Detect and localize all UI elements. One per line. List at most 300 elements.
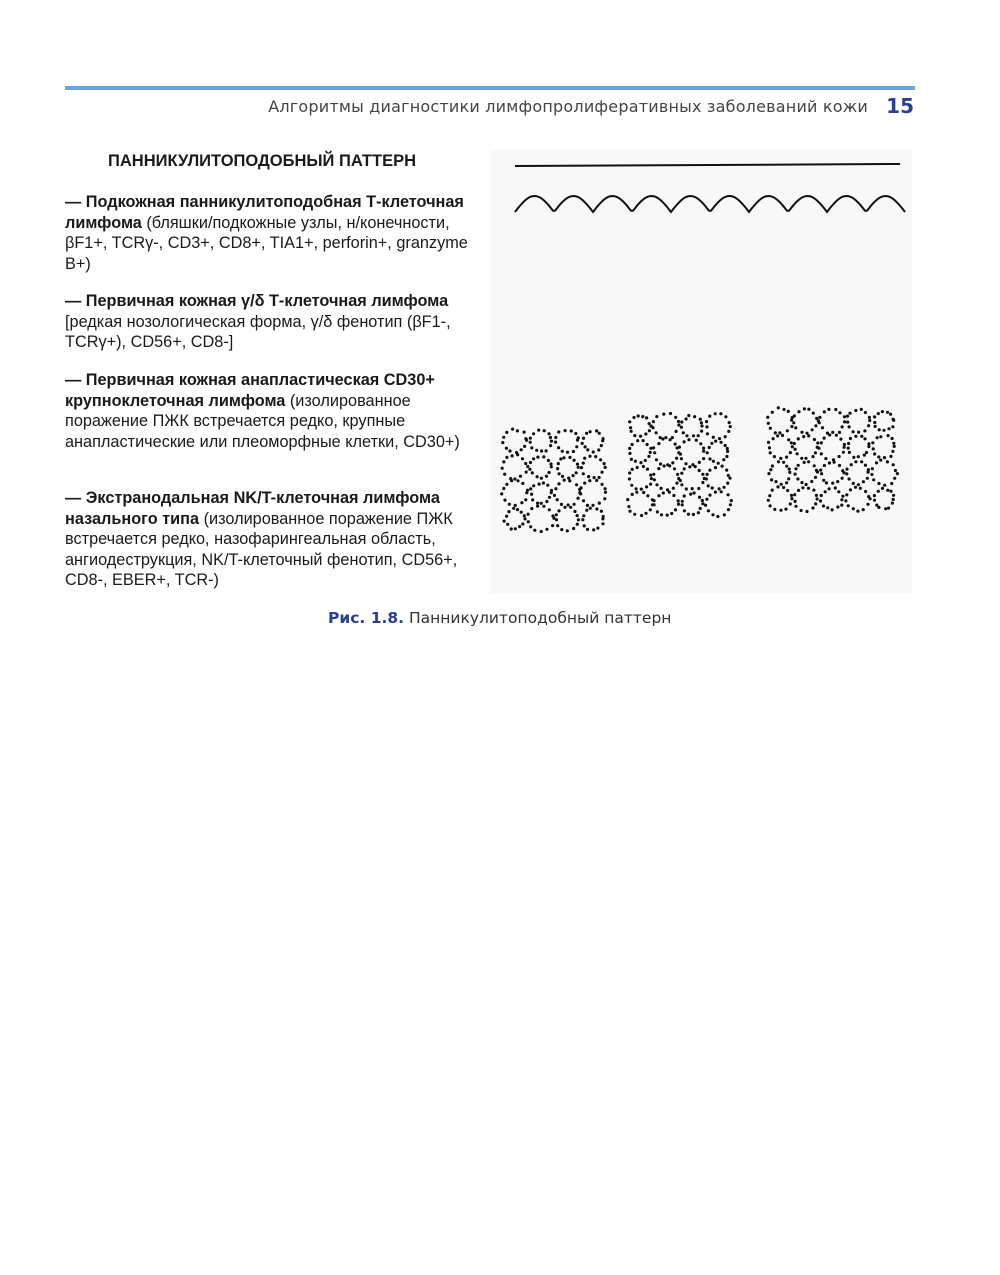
cell-dot xyxy=(557,462,560,465)
cell-dot xyxy=(724,444,727,447)
cell-dot xyxy=(846,421,849,424)
cell-dot xyxy=(700,424,703,427)
cell-dot xyxy=(604,466,607,469)
cell-dot xyxy=(879,459,882,462)
cell-dot xyxy=(793,442,796,445)
cell-dot xyxy=(675,457,678,460)
cell-dot xyxy=(705,420,708,423)
cell-dot xyxy=(680,457,683,460)
cell-dot xyxy=(773,508,776,511)
cell-dot xyxy=(857,483,860,486)
cell-dot xyxy=(586,504,589,507)
cell-dot xyxy=(644,459,647,462)
cell-dot xyxy=(583,457,586,460)
cell-dot xyxy=(557,430,560,433)
cell-dot xyxy=(701,473,704,476)
cell-dot xyxy=(660,513,663,516)
entry-text: [редкая нозологическая форма, γ/δ фенотип (βF1-, TCRγ+), CD56+, CD8-] xyxy=(65,312,451,351)
cell-dot xyxy=(550,465,553,468)
cell-dot xyxy=(523,517,526,520)
cell-dot xyxy=(779,457,782,460)
cell-dot xyxy=(589,507,592,510)
cell-dot xyxy=(873,452,876,455)
cell-dot xyxy=(685,434,688,437)
cell-dot xyxy=(871,441,874,444)
cell-dot xyxy=(868,416,871,419)
cell-dot xyxy=(694,465,697,468)
cell-dot xyxy=(766,416,769,419)
cell-dot xyxy=(712,436,715,439)
cell-dot xyxy=(824,490,827,493)
cell-dot xyxy=(883,484,886,487)
cell-dot xyxy=(576,514,579,517)
cell-dot xyxy=(828,461,831,464)
cell-dot xyxy=(532,484,535,487)
cell-dot xyxy=(852,482,855,485)
cell-dot xyxy=(681,500,684,503)
cell-dot xyxy=(840,504,843,507)
cell-dot xyxy=(864,411,867,414)
cell-dot xyxy=(796,452,799,455)
cell-dot xyxy=(850,463,853,466)
cell-dot xyxy=(815,469,818,472)
entry-gamma-delta-lymphoma xyxy=(65,291,475,353)
cell-dot xyxy=(810,480,813,483)
cell-dot xyxy=(892,442,895,445)
cell-dot xyxy=(714,491,717,494)
cell-dot xyxy=(787,438,790,441)
cell-dot xyxy=(525,471,528,474)
cell-dot xyxy=(524,437,527,440)
cell-dot xyxy=(724,415,727,418)
cell-dot xyxy=(876,436,879,439)
cell-dot xyxy=(778,431,781,434)
cell-dot xyxy=(549,444,552,447)
cell-dot xyxy=(635,487,638,490)
cell-dot xyxy=(872,478,875,481)
cell-dot xyxy=(854,486,857,489)
cell-dot xyxy=(674,416,677,419)
cell-dot xyxy=(561,450,564,453)
cell-dot xyxy=(892,498,895,501)
cell-dot xyxy=(887,427,890,430)
cell-dot xyxy=(844,499,847,502)
cell-dot xyxy=(677,420,680,423)
cell-dot xyxy=(785,465,788,468)
cell-dot xyxy=(718,487,721,490)
cell-dot xyxy=(570,429,573,432)
cell-dot xyxy=(714,466,717,469)
cell-dot xyxy=(571,474,574,477)
cell-dot xyxy=(505,515,508,518)
cell-dot xyxy=(725,469,728,472)
cell-dot xyxy=(800,457,803,460)
cell-dot xyxy=(823,464,826,467)
cell-dot xyxy=(505,483,508,486)
cell-dot xyxy=(797,489,800,492)
cell-dot xyxy=(523,445,526,448)
cell-dot xyxy=(580,466,583,469)
cell-dot xyxy=(874,425,877,428)
cell-dot xyxy=(789,502,792,505)
cell-dot xyxy=(597,448,600,451)
cell-dot xyxy=(827,408,830,411)
cell-dot xyxy=(634,460,637,463)
cell-dot xyxy=(647,455,650,458)
cell-dot xyxy=(831,508,834,511)
cell-dot xyxy=(532,432,535,435)
cell-dot xyxy=(548,496,551,499)
cell-dot xyxy=(889,455,892,458)
cell-dot xyxy=(815,417,818,420)
cell-dot xyxy=(837,490,840,493)
cell-dot xyxy=(841,495,844,498)
running-title: Алгоритмы диагностики лимфопролиферативных заболеваний кожи xyxy=(268,97,868,116)
cell-dot xyxy=(884,507,887,510)
cell-dot xyxy=(815,494,818,497)
cell-dot xyxy=(847,442,850,445)
cell-dot xyxy=(630,458,633,461)
cell-dot xyxy=(687,414,690,417)
cell-dot xyxy=(684,462,687,465)
cell-dot xyxy=(697,511,700,514)
cell-dot xyxy=(824,457,827,460)
cell-dot xyxy=(644,512,647,515)
cell-dot xyxy=(822,504,825,507)
cell-dot xyxy=(656,510,659,513)
cell-dot xyxy=(702,457,705,460)
cell-dot xyxy=(794,473,797,476)
cell-dot xyxy=(811,455,814,458)
cell-dot xyxy=(540,477,543,480)
cell-dot xyxy=(803,461,806,464)
cell-dot xyxy=(797,410,800,413)
cell-dot xyxy=(528,468,531,471)
cell-dot xyxy=(573,510,576,513)
cell-dot xyxy=(687,438,690,441)
cell-dot xyxy=(877,412,880,415)
cell-dot xyxy=(648,429,651,432)
cell-dot xyxy=(604,487,607,490)
cell-dot xyxy=(707,509,710,512)
cell-dot xyxy=(831,431,834,434)
cell-dot xyxy=(857,431,860,434)
cell-dot xyxy=(711,486,714,489)
cell-dot xyxy=(542,481,545,484)
cell-dot xyxy=(863,454,866,457)
cell-dot xyxy=(519,475,522,478)
cell-dot xyxy=(886,489,889,492)
cell-dot xyxy=(687,513,690,516)
cell-dot xyxy=(769,451,772,454)
cell-dot xyxy=(600,510,603,513)
cell-dot xyxy=(639,461,642,464)
cell-dot xyxy=(706,451,709,454)
cell-dot xyxy=(641,415,644,418)
cell-dot xyxy=(583,524,586,527)
cell-dot xyxy=(814,424,817,427)
cell-dot xyxy=(549,436,552,439)
cell-dot xyxy=(682,431,685,434)
cell-dot xyxy=(662,491,665,494)
cell-dot xyxy=(800,481,803,484)
cell-dot xyxy=(794,505,797,508)
cell-dot xyxy=(882,429,885,432)
cell-dot xyxy=(561,475,564,478)
cell-dot xyxy=(862,480,865,483)
cell-dot xyxy=(866,503,869,506)
cell-dot xyxy=(854,435,857,438)
cell-dot xyxy=(644,432,647,435)
cell-dot xyxy=(677,503,680,506)
header-rule xyxy=(65,86,915,90)
cell-dot xyxy=(784,508,787,511)
cell-dot xyxy=(838,411,841,414)
cell-dot xyxy=(774,431,777,434)
cell-dot xyxy=(699,418,702,421)
cell-dot xyxy=(680,426,683,429)
cell-dot xyxy=(807,434,810,437)
cell-dot xyxy=(708,469,711,472)
cell-dot xyxy=(836,505,839,508)
cell-dot xyxy=(670,512,673,515)
cell-dot xyxy=(585,432,588,435)
cell-dot xyxy=(545,500,548,503)
cell-dot xyxy=(566,451,569,454)
cell-dot xyxy=(505,431,508,434)
cell-dot xyxy=(524,462,527,465)
cell-dot xyxy=(721,465,724,468)
cell-dot xyxy=(881,487,884,490)
entry-heading: — Первичная кожная анапластическая CD30+ крупноклеточная лимфома xyxy=(65,371,435,410)
cell-dot xyxy=(555,518,558,521)
cell-dot xyxy=(706,432,709,435)
cell-dot xyxy=(767,499,770,502)
cell-dot xyxy=(664,436,667,439)
cell-dot xyxy=(835,434,838,437)
cell-dot xyxy=(548,508,551,511)
cell-dot xyxy=(551,524,554,527)
cell-dot xyxy=(727,508,730,511)
cell-dot xyxy=(529,437,532,440)
cell-dot xyxy=(516,479,519,482)
cell-dot xyxy=(789,451,792,454)
cell-dot xyxy=(636,466,639,469)
cell-dot xyxy=(848,451,851,454)
cell-dot xyxy=(501,441,504,444)
cell-dot xyxy=(706,473,709,476)
cell-dot xyxy=(657,467,660,470)
cell-dot xyxy=(659,436,662,439)
cell-dot xyxy=(893,445,896,448)
cell-dot xyxy=(867,495,870,498)
cell-dot xyxy=(891,502,894,505)
cell-dot xyxy=(563,479,566,482)
cell-dot xyxy=(779,509,782,512)
cell-dot xyxy=(503,473,506,476)
cell-dot xyxy=(781,434,784,437)
cell-dot xyxy=(859,487,862,490)
cell-dot xyxy=(666,514,669,517)
cell-dot xyxy=(646,468,649,471)
cell-dot xyxy=(646,494,649,497)
cell-dot xyxy=(538,483,541,486)
cell-dot xyxy=(547,432,550,435)
cell-dot xyxy=(588,479,591,482)
cell-dot xyxy=(698,496,701,499)
cell-dot xyxy=(864,490,867,493)
cell-dot xyxy=(655,483,658,486)
cell-dot xyxy=(553,494,556,497)
cell-dot xyxy=(807,408,810,411)
cell-dot xyxy=(780,483,783,486)
cell-dot xyxy=(566,529,569,532)
cell-dot xyxy=(649,483,652,486)
cell-dot xyxy=(729,425,732,428)
cell-dot xyxy=(793,414,796,417)
cell-dot xyxy=(702,447,705,450)
cell-dot xyxy=(591,504,594,507)
cell-dot xyxy=(560,528,563,531)
cell-dot xyxy=(655,431,658,434)
cell-dot xyxy=(776,434,779,437)
cell-dot xyxy=(891,425,894,428)
cell-dot xyxy=(814,451,817,454)
cell-dot xyxy=(554,487,557,490)
cell-dot xyxy=(849,488,852,491)
cell-dot xyxy=(823,437,826,440)
cell-dot xyxy=(655,415,658,418)
cell-dot xyxy=(887,507,890,510)
cell-dot xyxy=(790,441,793,444)
cell-dot xyxy=(785,456,788,459)
cell-dot xyxy=(648,422,651,425)
cell-dot xyxy=(554,436,557,439)
cell-dot xyxy=(881,410,884,413)
cell-dot xyxy=(705,425,708,428)
page-number: 15 xyxy=(886,94,914,118)
cell-dot xyxy=(516,429,519,432)
cell-dot xyxy=(842,451,845,454)
cell-dot xyxy=(579,492,582,495)
cell-dot xyxy=(584,445,587,448)
cell-dot xyxy=(819,469,822,472)
cell-dot xyxy=(514,504,517,507)
cell-dot xyxy=(529,461,532,464)
cell-dot xyxy=(683,467,686,470)
cell-dot xyxy=(691,487,694,490)
cell-dot xyxy=(802,435,805,438)
cell-dot xyxy=(669,412,672,415)
cell-dot xyxy=(782,408,785,411)
cell-dot xyxy=(726,450,729,453)
cell-dot xyxy=(674,443,677,446)
cell-dot xyxy=(649,474,652,477)
cell-dot xyxy=(657,494,660,497)
cell-dot xyxy=(549,462,552,465)
cell-dot xyxy=(505,447,508,450)
cell-dot xyxy=(582,499,585,502)
cell-dot xyxy=(841,425,844,428)
cell-dot xyxy=(871,467,874,470)
cell-dot xyxy=(516,453,519,456)
cell-dot xyxy=(652,446,655,449)
cell-dot xyxy=(626,498,629,501)
cell-dot xyxy=(788,471,791,474)
cell-dot xyxy=(588,455,591,458)
cell-dot xyxy=(792,421,795,424)
cell-dot xyxy=(790,494,793,497)
cell-dot xyxy=(652,473,655,476)
cell-dot xyxy=(883,456,886,459)
cell-dot xyxy=(704,504,707,507)
cell-dot xyxy=(868,419,871,422)
cell-dot xyxy=(683,440,686,443)
cell-dot xyxy=(583,482,586,485)
cell-dot xyxy=(822,479,825,482)
cell-dot xyxy=(556,467,559,470)
cell-dot xyxy=(680,472,683,475)
cell-dot xyxy=(582,462,585,465)
cell-dot xyxy=(836,480,839,483)
cell-dot xyxy=(533,529,536,532)
cell-dot xyxy=(510,527,513,530)
cell-dot xyxy=(720,490,723,493)
cell-dot xyxy=(575,445,578,448)
cell-dot xyxy=(530,507,533,510)
cell-dot xyxy=(596,527,599,530)
cell-dot xyxy=(847,447,850,450)
cell-dot xyxy=(845,468,848,471)
cell-dot xyxy=(892,494,895,497)
cell-dot xyxy=(630,484,633,487)
cell-dot xyxy=(526,489,529,492)
cell-dot xyxy=(794,448,797,451)
cell-dot xyxy=(701,502,704,505)
cell-dot xyxy=(689,493,692,496)
cell-dot xyxy=(662,413,665,416)
cell-dot xyxy=(628,420,631,423)
cell-dot xyxy=(719,412,722,415)
cell-dot xyxy=(677,423,680,426)
cell-dot xyxy=(679,479,682,482)
cell-dot xyxy=(700,430,703,433)
cell-dot xyxy=(889,490,892,493)
cell-dot xyxy=(708,457,711,460)
caption-text: Панникулитоподобный паттерн xyxy=(404,609,672,627)
cell-dot xyxy=(628,471,631,474)
cell-dot xyxy=(500,492,503,495)
cell-dot xyxy=(805,432,808,435)
cell-dot xyxy=(567,503,570,506)
cell-dot xyxy=(857,455,860,458)
cell-dot xyxy=(540,502,543,505)
cell-dot xyxy=(540,449,543,452)
cell-dot xyxy=(536,475,539,478)
cell-dot xyxy=(695,439,698,442)
cell-dot xyxy=(645,416,648,419)
cell-dot xyxy=(793,493,796,496)
cell-dot xyxy=(536,502,539,505)
cell-dot xyxy=(846,415,849,418)
cell-dot xyxy=(602,437,605,440)
cell-dot xyxy=(811,428,814,431)
cell-dot xyxy=(776,485,779,488)
cell-dot xyxy=(843,420,846,423)
cell-dot xyxy=(562,456,565,459)
cell-dot xyxy=(576,523,579,526)
cell-dot xyxy=(546,484,549,487)
